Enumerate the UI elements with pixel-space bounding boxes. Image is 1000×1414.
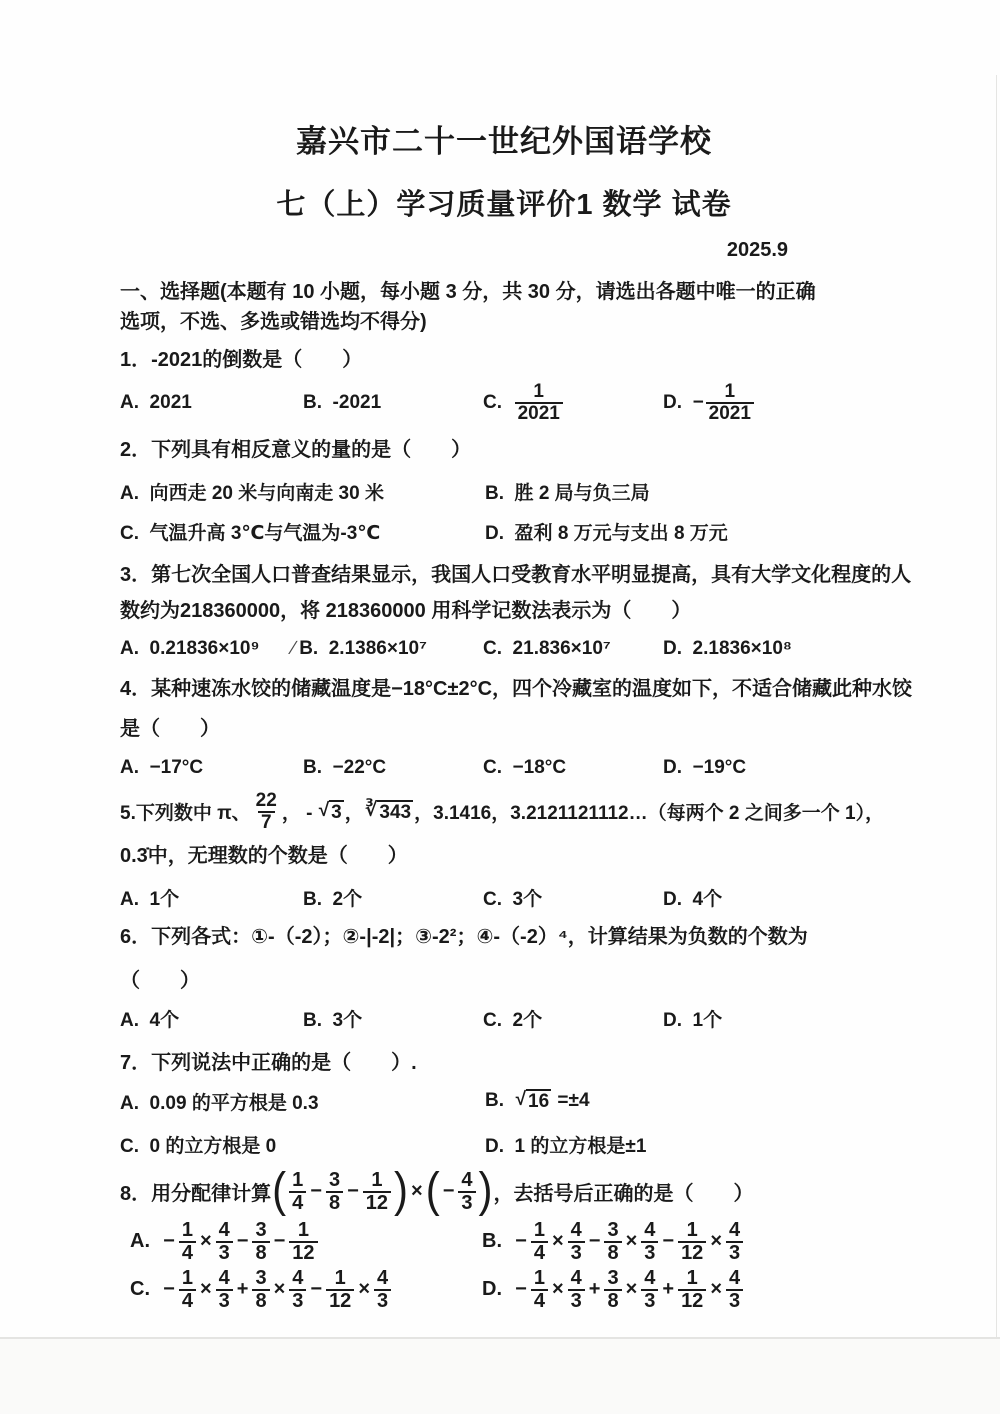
denominator: 8 <box>326 1191 343 1214</box>
q4-option-a: A. −17°C <box>120 756 204 778</box>
denominator: 4 <box>289 1191 306 1214</box>
minus-sign: − <box>515 1278 527 1301</box>
numerator: 1 <box>533 1218 545 1241</box>
numerator: 4 <box>218 1266 230 1289</box>
denominator: 3 <box>289 1289 306 1312</box>
q3-option-d: D. 2.1836×10⁸ <box>663 637 792 659</box>
fraction <box>726 1268 743 1312</box>
sqrt-expression <box>516 1089 552 1113</box>
numerator: 1 <box>297 1218 309 1241</box>
q8-prefix: 8．用分配律计算 <box>120 1183 272 1206</box>
fraction <box>568 1220 585 1264</box>
sqrt-expression <box>319 800 344 824</box>
q2-option-a: A. 向西走 20 米与向南走 30 米 <box>120 482 384 504</box>
q5-prefix: 5.下列数中 π、 <box>120 803 251 825</box>
denominator: 3 <box>726 1289 743 1312</box>
q5-mid1: ， - <box>281 803 318 825</box>
question-6-stem-line1: 6．下列各式：①-（-2）；②-|-2|；③-2²；④-（-2）⁴，计算结果为负数的个数为 <box>120 925 808 948</box>
denominator: 8 <box>252 1289 269 1312</box>
denominator: 4 <box>179 1241 196 1264</box>
times-sign: × <box>551 1278 564 1301</box>
q4-option-b: B. −22°C <box>303 756 387 778</box>
sqrt-body: 3 <box>331 801 342 823</box>
question-6-stem-line2: （ ） <box>120 969 200 992</box>
cbrt-expression <box>365 800 413 824</box>
fraction <box>326 1170 343 1214</box>
question-3-stem-line2: 数约为218360000，将 218360000 用科学记数法表示为（ ） <box>120 599 692 622</box>
numerator: 1 <box>686 1218 698 1241</box>
denominator: 12 <box>326 1289 354 1312</box>
q8-option-a-label: A. <box>130 1230 162 1253</box>
numerator: 22 <box>255 789 277 811</box>
q1-option-b: B. -2021 <box>303 391 382 413</box>
question-2-stem: 2．下列具有相反意义的量的是（ ） <box>120 438 472 461</box>
denominator: 7 <box>258 811 275 833</box>
denominator: 12 <box>363 1191 391 1214</box>
numerator: 3 <box>255 1218 267 1241</box>
question-8-options-cd <box>120 1268 888 1312</box>
numerator: 3 <box>255 1266 267 1289</box>
denominator: 3 <box>216 1241 233 1264</box>
numerator: 3 <box>607 1218 619 1241</box>
numerator: 1 <box>371 1168 383 1191</box>
q7-option-b <box>485 1088 888 1115</box>
q7-option-b-label: B. <box>485 1090 515 1112</box>
denominator: 8 <box>252 1241 269 1264</box>
q4-option-d: D. −19°C <box>663 756 747 778</box>
fraction <box>289 1220 317 1264</box>
minus-sign: − <box>692 391 704 413</box>
fraction <box>179 1268 196 1312</box>
sqrt-body: 16 <box>528 1091 550 1113</box>
times-sign: × <box>358 1278 370 1301</box>
sqrt-symbol: √ <box>515 1089 526 1111</box>
q1-option-c-label: C. <box>483 391 513 413</box>
fraction <box>531 1268 548 1312</box>
page-right-edge <box>996 75 997 1337</box>
numerator: 1 <box>181 1218 193 1241</box>
numerator: 4 <box>292 1266 304 1289</box>
question-6-options <box>120 1005 888 1032</box>
cbrt-body: 343 <box>379 801 412 823</box>
fraction <box>641 1268 658 1312</box>
q8-option-b-label: B. <box>482 1230 514 1253</box>
operator: + <box>236 1278 249 1301</box>
numerator: 3 <box>328 1168 341 1191</box>
question-4-stem-line1: 4．某种速冻水饺的储藏温度是−18°C±2°C，四个冷藏室的温度如下，不适合储藏此种水饺 <box>120 677 913 700</box>
school-name: 嘉兴市二十一世纪外国语学校 <box>296 124 712 159</box>
denominator: 4 <box>531 1241 548 1264</box>
times-sign: × <box>199 1278 212 1301</box>
q1-option-c <box>483 382 663 424</box>
denominator: 3 <box>641 1241 658 1264</box>
times-sign: × <box>551 1230 564 1253</box>
q5-option-a: A. 1个 <box>120 888 180 910</box>
q6-option-d: D. 1个 <box>663 1009 723 1031</box>
q6-option-b: B. 3个 <box>303 1009 363 1031</box>
q2-option-b: B. 胜 2 局与负三局 <box>485 482 650 504</box>
question-1-options <box>120 382 888 424</box>
q1-option-a: A. 2021 <box>120 391 192 413</box>
q6-option-a: A. 4个 <box>120 1009 180 1031</box>
question-8-options-ab <box>120 1220 888 1264</box>
numerator: 4 <box>570 1266 582 1289</box>
denominator: 3 <box>641 1289 658 1312</box>
operator: − <box>662 1230 675 1253</box>
q1-option-d <box>663 382 888 424</box>
exam-title: 七（上）学习质量评价1 数学 试卷 <box>276 189 732 221</box>
fraction <box>458 1170 475 1214</box>
fraction <box>374 1268 391 1312</box>
q3-option-a: A. 0.21836×10⁹ <box>120 637 260 659</box>
open-paren: ( <box>272 1162 287 1217</box>
numerator: 1 <box>533 1266 545 1289</box>
times-sign: × <box>710 1230 722 1253</box>
numerator: 4 <box>218 1218 230 1241</box>
close-paren: ) <box>478 1162 493 1217</box>
times-sign: × <box>273 1278 286 1301</box>
fraction <box>706 382 754 424</box>
q5-option-c: C. 3个 <box>483 888 543 910</box>
minus-sign: − <box>163 1278 175 1301</box>
fraction <box>641 1220 658 1264</box>
denominator: 4 <box>531 1289 548 1312</box>
fraction <box>604 1220 621 1264</box>
denominator: 3 <box>568 1289 585 1312</box>
numerator: 1 <box>181 1266 193 1289</box>
operator: + <box>588 1278 601 1301</box>
denominator: 12 <box>678 1241 706 1264</box>
q7-option-b-tail: =±4 <box>552 1090 590 1112</box>
times-sign: × <box>625 1230 638 1253</box>
fraction <box>515 382 563 424</box>
fraction <box>216 1220 233 1264</box>
q5-option-d: D. 4个 <box>663 888 723 910</box>
section-header-line2: 选项，不选、多选或错选均不得分) <box>120 311 427 333</box>
q5-mid2: ， <box>344 803 364 825</box>
question-5-stem-line2: 0.3̇中，无理数的个数是（ ） <box>120 844 408 867</box>
numerator: 4 <box>461 1168 473 1191</box>
times-sign: × <box>199 1230 212 1253</box>
question-2-options-cd <box>120 518 888 545</box>
minus-sign: − <box>515 1230 527 1253</box>
question-5-options <box>120 884 888 911</box>
operator: − <box>236 1230 249 1253</box>
question-3-stem-line1: 3．第七次全国人口普查结果显示，我国人口受教育水平明显提高，具有大学文化程度的人 <box>120 563 912 586</box>
page-content <box>120 0 913 1312</box>
q8-option-c <box>120 1268 482 1312</box>
q6-option-c: C. 2个 <box>483 1009 543 1031</box>
fraction <box>726 1220 743 1264</box>
sqrt-symbol: √ <box>318 799 330 821</box>
denominator: 12 <box>678 1289 706 1312</box>
minus-sign: − <box>442 1180 455 1203</box>
denominator: 4 <box>179 1289 196 1312</box>
denominator: 3 <box>374 1289 391 1312</box>
section-header-line1: 一、选择题(本题有 10 小题，每小题 3 分，共 30 分，请选出各题中唯一的正确 <box>120 281 816 303</box>
fraction <box>252 1268 269 1312</box>
numerator: 1 <box>334 1266 346 1289</box>
numerator: 3 <box>607 1266 619 1289</box>
fraction <box>252 1220 269 1264</box>
fraction <box>678 1220 706 1264</box>
question-8-stem <box>120 1162 888 1217</box>
scan-margin-strip <box>0 1339 1000 1414</box>
fraction <box>216 1268 233 1312</box>
question-1-stem: 1．-2021的倒数是（ ） <box>120 349 363 371</box>
question-7-options-ab <box>120 1088 888 1115</box>
question-5-stem-line1 <box>120 791 888 833</box>
denominator: 2021 <box>706 402 754 424</box>
fraction <box>289 1268 306 1312</box>
q5-option-b: B. 2个 <box>303 888 363 910</box>
minus-sign: − <box>347 1180 359 1203</box>
q1-option-d-label: D. <box>663 391 693 413</box>
fraction <box>678 1268 706 1312</box>
numerator: 4 <box>729 1266 741 1289</box>
fraction <box>253 791 280 833</box>
q8-option-b <box>482 1220 888 1264</box>
question-3-options <box>120 638 888 660</box>
q8-option-c-label: C. <box>130 1278 162 1301</box>
q4-option-c: C. −18°C <box>483 756 567 778</box>
times-sign: × <box>710 1278 722 1301</box>
operator: − <box>310 1278 323 1301</box>
denominator: 8 <box>604 1289 621 1312</box>
q3-option-b <box>292 638 483 660</box>
q5-suffix: ，3.1416，3.2121121112…（每两个 2 之间多一个 1）， <box>414 803 885 825</box>
denominator: 8 <box>604 1241 621 1264</box>
denominator: 3 <box>726 1241 743 1264</box>
q8-option-d <box>482 1268 888 1312</box>
q7-option-d: D. 1 的立方根是±1 <box>485 1135 647 1157</box>
denominator: 3 <box>216 1289 233 1312</box>
q8-suffix: ，去括号后正确的是（ ） <box>493 1183 754 1206</box>
q2-option-d: D. 盈利 8 万元与支出 8 万元 <box>485 522 728 544</box>
question-7-stem: 7．下列说法中正确的是（ ）. <box>120 1051 417 1074</box>
numerator: 1 <box>686 1266 698 1289</box>
fraction <box>568 1268 585 1312</box>
operator: − <box>273 1230 286 1253</box>
exam-date: 2025.9 <box>726 239 788 261</box>
close-paren: ) <box>394 1162 408 1217</box>
q8-option-d-label: D. <box>482 1278 514 1301</box>
numerator: 4 <box>644 1218 656 1241</box>
fraction <box>289 1170 306 1214</box>
operator: − <box>588 1230 601 1253</box>
denominator: 12 <box>289 1241 317 1264</box>
minus-sign: − <box>163 1230 175 1253</box>
numerator: 1 <box>292 1168 304 1191</box>
q2-option-c: C. 气温升高 3℃与气温为-3℃ <box>120 522 381 544</box>
minus-sign: − <box>310 1180 322 1203</box>
q3-option-b-text: B. 2.1386×10⁷ <box>299 637 427 659</box>
numerator: 1 <box>533 381 544 402</box>
denominator: 3 <box>568 1241 585 1264</box>
numerator: 4 <box>570 1218 582 1241</box>
numerator: 4 <box>729 1218 741 1241</box>
numerator: 4 <box>377 1266 389 1289</box>
times-sign: × <box>411 1180 423 1203</box>
fraction <box>531 1220 548 1264</box>
cbrt-symbol: ∛ <box>364 799 378 821</box>
denominator: 3 <box>458 1191 475 1214</box>
times-sign: × <box>625 1278 638 1301</box>
question-4-options <box>120 757 888 779</box>
q8-option-a <box>120 1220 482 1264</box>
fraction <box>363 1170 391 1214</box>
numerator: 1 <box>724 381 736 402</box>
denominator: 2021 <box>515 402 563 424</box>
fraction <box>326 1268 354 1312</box>
question-7-options-cd <box>120 1131 888 1158</box>
pen-mark: ∕ <box>292 637 296 659</box>
question-4-stem-line2: 是（ ） <box>120 717 220 740</box>
operator: + <box>662 1278 675 1301</box>
fraction <box>179 1220 196 1264</box>
q7-option-c: C. 0 的立方根是 0 <box>120 1135 277 1157</box>
q3-option-c: C. 21.836×10⁷ <box>483 637 611 659</box>
q7-option-a: A. 0.09 的平方根是 0.3 <box>120 1092 319 1114</box>
question-2-options-ab <box>120 478 888 505</box>
open-paren: ( <box>425 1162 440 1217</box>
numerator: 4 <box>644 1266 656 1289</box>
fraction <box>604 1268 621 1312</box>
